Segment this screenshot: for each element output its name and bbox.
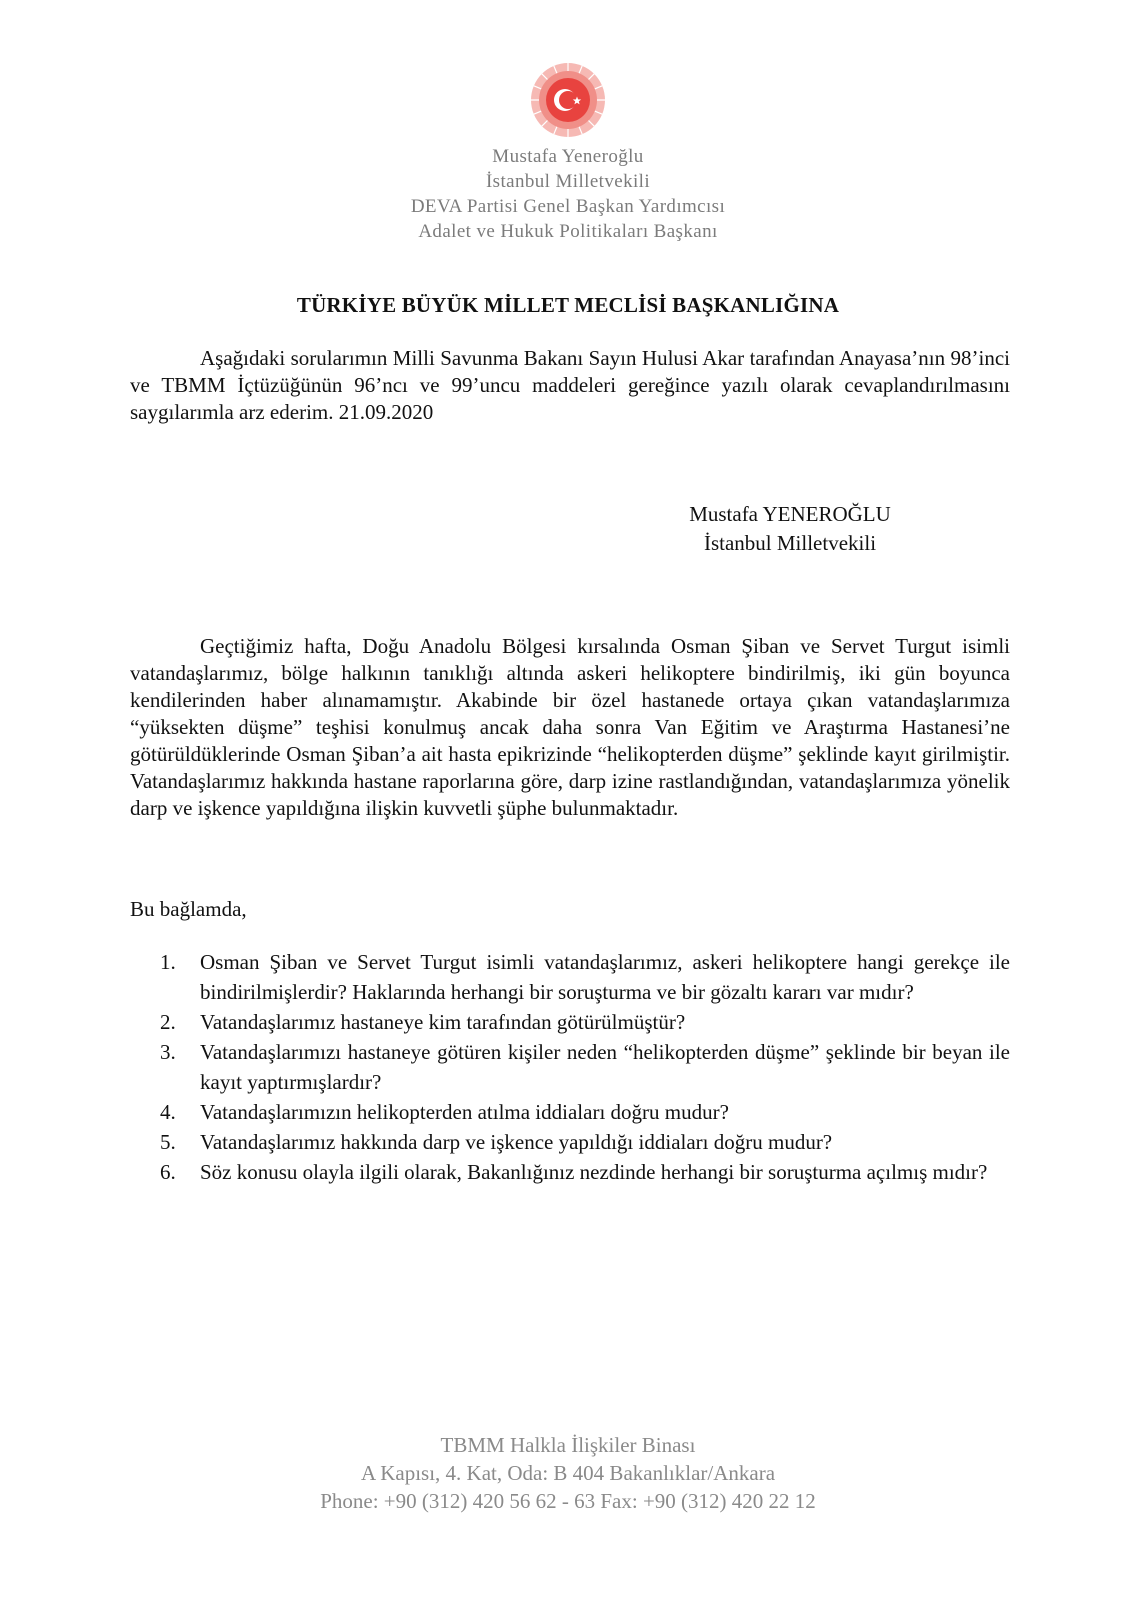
- list-item-text: Osman Şiban ve Servet Turgut isimli vatandaşlarımız, askeri helikoptere hangi gerekçe ile bindirilmişlerdir? Haklarında herhangi bir soruşturma ve bir gözaltı kararı var mıdır?: [200, 950, 1010, 1004]
- list-item: [160, 1097, 1010, 1127]
- list-item-text: Vatandaşlarımızı hastaneye götüren kişiler neden “helikopterden düşme” şeklinde bir beyan ile kayıt yaptırmışlardır?: [200, 1040, 1010, 1094]
- footer-address: [0, 1431, 1136, 1515]
- footer-building: TBMM Halkla İlişkiler Binası: [440, 1433, 696, 1457]
- signature-block: [640, 500, 940, 558]
- document-title: TÜRKİYE BÜYÜK MİLLET MECLİSİ BAŞKANLIĞINA: [296, 293, 840, 317]
- context-line: Bu bağlamda,: [130, 897, 247, 921]
- list-item-text: Söz konusu olayla ilgili olarak, Bakanlığınız nezdinde herhangi bir soruşturma açılmış mıdır?: [200, 1160, 988, 1184]
- list-item-number: 3.: [160, 1040, 176, 1064]
- list-item-text: Vatandaşlarımızın helikopterden atılma iddiaları doğru mudur?: [200, 1100, 729, 1124]
- question-list: [160, 947, 1010, 1187]
- list-item-number: 5.: [160, 1130, 176, 1154]
- letterhead-role-party: DEVA Partisi Genel Başkan Yardımcısı: [410, 196, 726, 217]
- footer-office: A Kapısı, 4. Kat, Oda: B 404 Bakanlıklar/Ankara: [360, 1461, 776, 1485]
- footer-contact: Phone: +90 (312) 420 56 62 - 63 Fax: +90 (312) 420 22 12: [320, 1489, 816, 1513]
- list-item-text: Vatandaşlarımız hastaneye kim tarafından götürülmüştür?: [200, 1010, 686, 1034]
- list-item: [160, 1157, 1010, 1187]
- intro-paragraph: Aşağıdaki sorularımın Milli Savunma Bakanı Sayın Hulusi Akar tarafından Anayasa’nın 98’inci ve TBMM İçtüzüğünün 96’ncı ve 99’uncu maddeleri gereğince yazılı olarak cevaplandırılmasını saygılarımla arz ederim. 21.09.2020: [130, 346, 1010, 424]
- signature-name: Mustafa YENEROĞLU: [689, 502, 891, 526]
- list-item: [160, 1007, 1010, 1037]
- letterhead: [0, 144, 1136, 244]
- list-item: [160, 1127, 1010, 1157]
- tbmm-emblem-icon: [528, 60, 608, 140]
- list-item-text: Vatandaşlarımız hakkında darp ve işkence yapıldığı iddiaları doğru mudur?: [200, 1130, 833, 1154]
- signature-title: İstanbul Milletvekili: [703, 531, 877, 555]
- letterhead-name: Mustafa Yeneroğlu: [492, 146, 644, 167]
- list-item-number: 6.: [160, 1160, 176, 1184]
- letterhead-role-deputy: İstanbul Milletvekili: [485, 171, 651, 192]
- list-item-number: 1.: [160, 950, 176, 974]
- list-item-number: 2.: [160, 1010, 176, 1034]
- letterhead-role-policy: Adalet ve Hukuk Politikaları Başkanı: [418, 221, 718, 242]
- list-item-number: 4.: [160, 1100, 176, 1124]
- list-item: [160, 1037, 1010, 1097]
- body-paragraph: Geçtiğimiz hafta, Doğu Anadolu Bölgesi kırsalında Osman Şiban ve Servet Turgut isimli vatandaşlarımız, bölge halkının tanıklığı altında askeri helikoptere bindirilmiş, iki gün boyunca kendilerinden haber alınamamıştır. Akabinde bir özel hastanede ortaya çıkan vatandaşlarımıza “yüksekten düşme” teşhisi konulmuş ancak daha sonra Van Eğitim ve Araştırma Hastanesi’ne götürüldüklerinde Osman Şiban’a ait hasta epikrizinde “helikopterden düşme” şeklinde kayıt girilmiştir. Vatandaşlarımız hakkında hastane raporlarına göre, darp izine rastlandığından, vatandaşlarımıza yönelik darp ve işkence yapıldığına ilişkin kuvvetli şüphe bulunmaktadır.: [130, 634, 1010, 820]
- list-item: [160, 947, 1010, 1007]
